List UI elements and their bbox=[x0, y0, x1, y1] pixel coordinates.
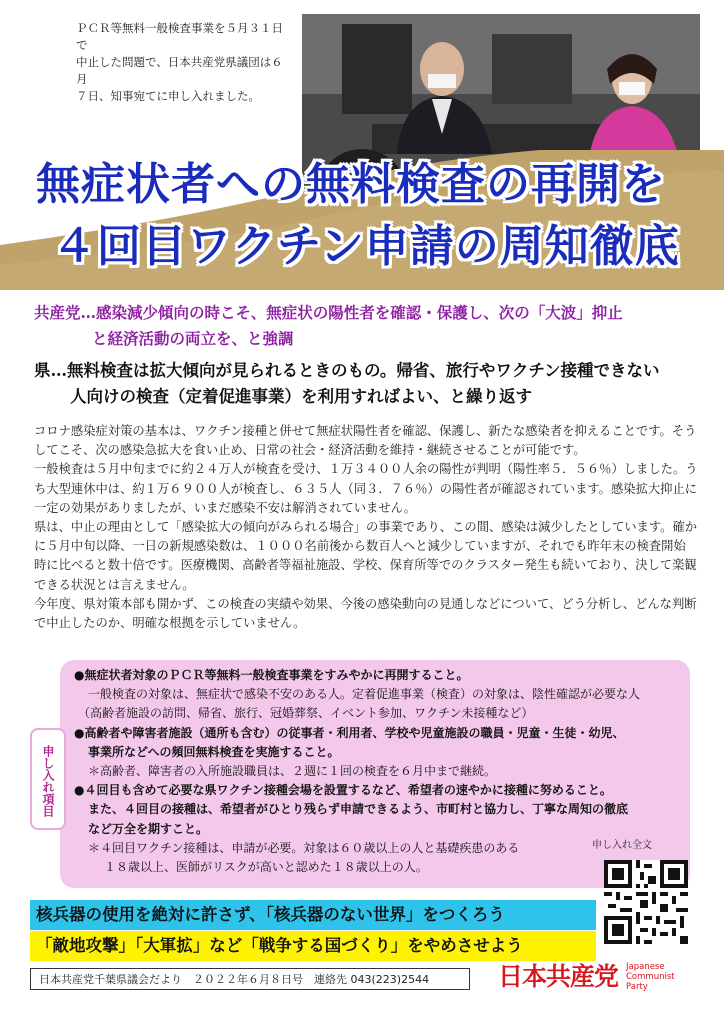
party-logo: 日本共産党 bbox=[498, 962, 619, 991]
party-statement-line: と経済活動の両立を、と強調 bbox=[92, 329, 294, 348]
request-item: ●無症状者対象のＰＣＲ等無料一般検査事業をすみやかに再開すること。 bbox=[74, 668, 469, 682]
prefecture-statement-line: 人向けの検査（定着促進事業）を利用すればよい、と繰り返す bbox=[70, 387, 532, 406]
logo-english-line: Party bbox=[626, 982, 648, 992]
request-detail: １８歳以上、医師がリスクが高いと認めた１８歳以上の人。 bbox=[104, 860, 428, 875]
full-text-label: 申し入れ全文 bbox=[592, 840, 652, 851]
request-item: ●４回目も含めて必要な県ワクチン接種会場を設置するなど、希望者の速やかに接種に努めること。 bbox=[74, 783, 612, 798]
request-item: また、４回目の接種は、希望者がひとり残らず申請できるよう、市町村と協力し、丁寧な周知の徹底 bbox=[88, 802, 629, 817]
request-tab-label: 申し入れ項目 bbox=[41, 745, 55, 817]
body-paragraph: 一般検査は５月中旬までに約２４万人が検査を受け、１万３４００人余の陽性が判明（陽性率５．５６％）しました。うち大型連休中は、約１万６９００人が検査し、６３５人（同３．７６％）の陽性者が確認されています。感染拡大抑止に一定の効果がありましたが、いまだ感染不安は解消されていません。 bbox=[34, 462, 698, 515]
caption-line: 中止した問題で、日本共産党県議団は６月 bbox=[76, 55, 283, 86]
article-body bbox=[34, 422, 698, 633]
slogan-nuclear: 核兵器の使用を絶対に許さず、「核兵器のない世界」をつくろう bbox=[30, 900, 596, 930]
request-tab bbox=[30, 728, 66, 830]
request-detail: ＊４回目ワクチン接種は、申請が必要。対象は６０歳以上の人と基礎疾患のある bbox=[88, 840, 520, 855]
headline-line-2: ４回目ワクチン申請の周知徹底 bbox=[52, 221, 680, 272]
request-item: 事業所などへの頻回無料検査を実施すること。 bbox=[88, 744, 340, 759]
party-logo-english bbox=[626, 962, 675, 992]
caption-line: ７日、知事宛てに申し入れました。 bbox=[76, 89, 260, 103]
request-item: ●高齢者や障害者施設（通所も含む）の従事者・利用者、学校や児童施設の職員・児童・生徒・幼児、 bbox=[74, 725, 625, 740]
headline-line-1: 無症状者への無料検査の再開を bbox=[36, 159, 666, 210]
logo-english-line: Communist bbox=[626, 972, 675, 982]
body-paragraph: コロナ感染症対策の基本は、ワクチン接種と併せて無症状陽性者を確認、保護し、新たな感染者を抑えることです。そうしてこそ、次の感染急拡大を食い止め、日常の社会・経済活動を維持・継続させることが可能です。 bbox=[34, 424, 697, 458]
party-statement-line: 共産党…感染減少傾向の時こそ、無症状の陽性者を確認・保護し、次の「大波」抑止 bbox=[34, 303, 623, 322]
prefecture-statement-line: 県…無料検査は拡大傾向が見られるときのもの。帰省、旅行やワクチン接種できない bbox=[34, 361, 660, 380]
request-detail: （高齢者施設の訪問、帰省、旅行、冠婚葬祭、イベント参加、ワクチン未接種など） bbox=[78, 706, 534, 721]
slogan-anti-war: 「敵地攻撃」「大軍拡」など「戦争する国づくり」をやめさせよう bbox=[30, 931, 596, 961]
body-paragraph: 今年度、県対策本部も開かず、この検査の実績や効果、今後の感染動向の見通しなどについて、どう分析し、どんな判断で中止したのか、明確な根拠を示していません。 bbox=[34, 596, 697, 631]
caption-line: ＰＣＲ等無料一般検査事業を５月３１日で bbox=[76, 21, 283, 52]
prefecture-statement bbox=[34, 358, 704, 410]
newsletter-footer: 日本共産党千葉県議会だより ２０２２年６月８日号 連絡先 043(223)2544 bbox=[30, 968, 470, 990]
photo-caption bbox=[76, 20, 294, 105]
qr-code[interactable] bbox=[604, 860, 688, 944]
request-detail: ＊高齢者、障害者の入所施設職員は、２週に１回の検査を６月中まで継続。 bbox=[88, 764, 497, 779]
request-item: など万全を期すこと。 bbox=[88, 821, 209, 836]
party-statement bbox=[34, 300, 704, 352]
logo-english-line: Japanese bbox=[626, 962, 665, 972]
request-detail: 一般検査の対象は、無症状で感染不安のある人。定着促進事業（検査）の対象は、陰性確認が必要な人 bbox=[88, 687, 641, 702]
body-paragraph: 県は、中止の理由として「感染拡大の傾向がみられる場合」の事業であり、この間、感染は減少したとしています。確かに５月中旬以降、一日の新規感染数は、１０００名前後から数百人へと減少していますが、それでも昨年末の検査開始時に比べると数十倍です。医療機関、高齢者等福祉施設、学校、保育所等でのクラスター発生も続いており、決して楽観できる状況とは言えません。 bbox=[34, 520, 698, 592]
